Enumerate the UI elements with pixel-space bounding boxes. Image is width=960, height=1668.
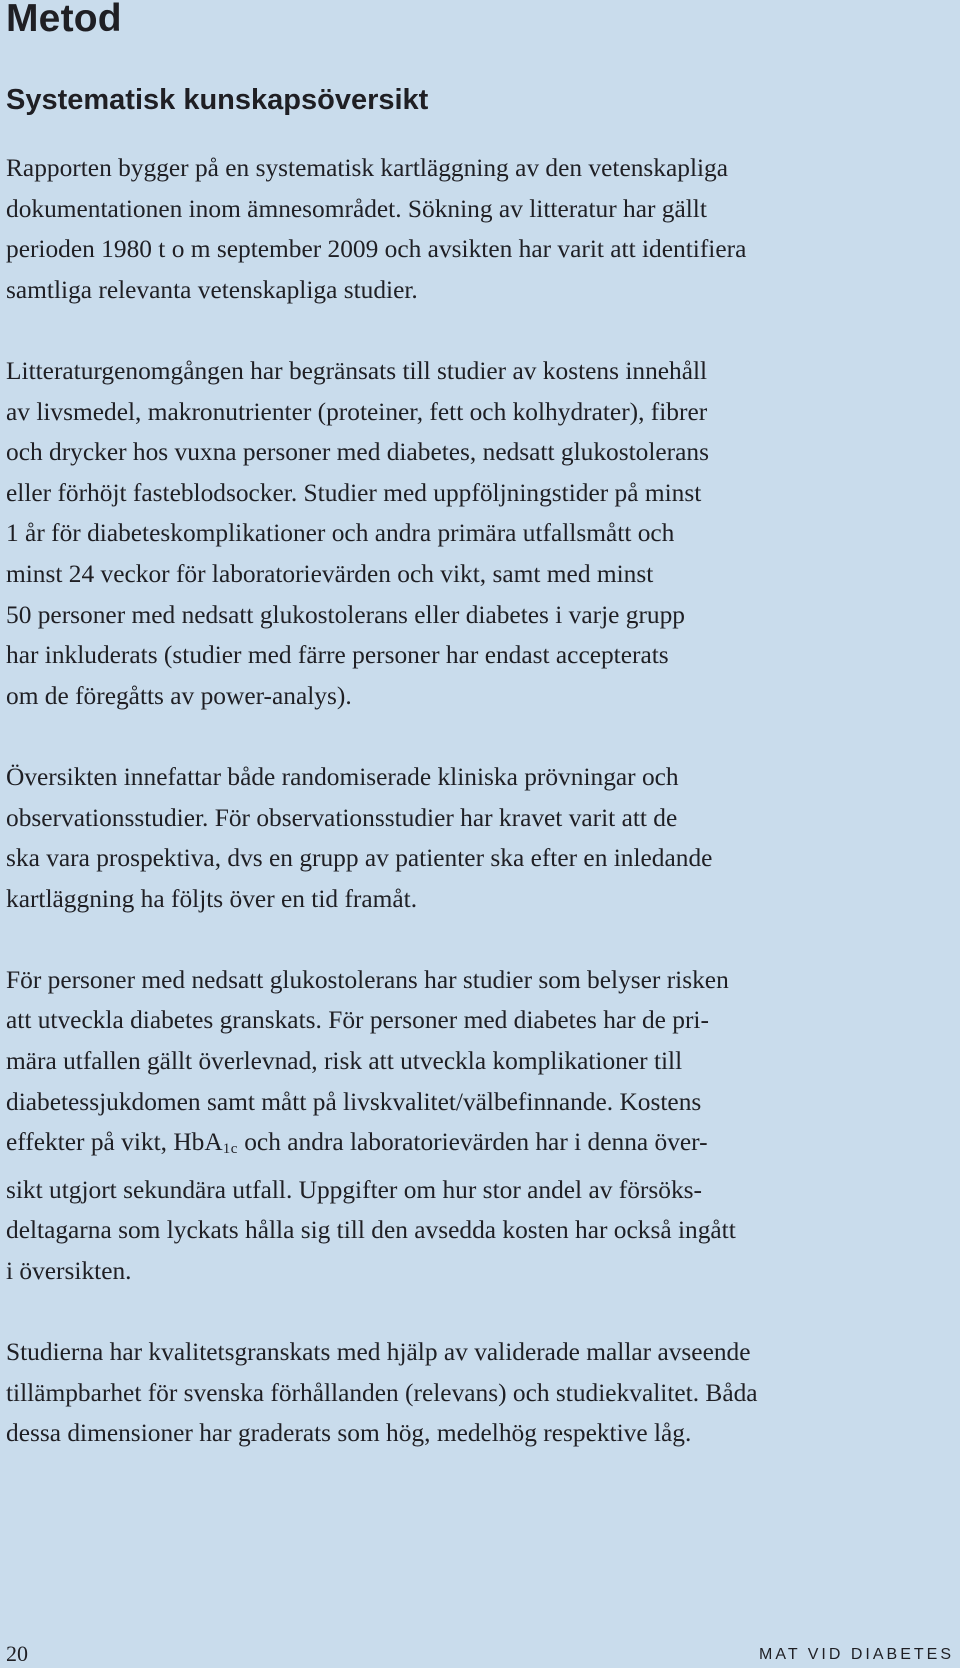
text-line: deltagarna som lyckats hålla sig till den avsedda kosten har också ingått — [6, 1216, 736, 1245]
text-line: samtliga relevanta vetenskapliga studier. — [6, 275, 418, 304]
text-line: Rapporten bygger på en systematisk kartläggning av den vetenskapliga — [6, 154, 729, 182]
section-title: Metod — [6, 0, 122, 40]
hba1c-after-text: och andra laboratorievärden har i denna över- — [237, 1128, 708, 1157]
text-line: Litteraturgenomgången har begränsats till studier av kostens innehåll — [6, 356, 708, 385]
hba1c-before-text: effekter på vikt, HbA — [6, 1128, 223, 1157]
text-line: ska vara prospektiva, dvs en grupp av patienter ska efter en inledande — [6, 844, 713, 873]
paragraph-outcomes — [6, 960, 956, 1292]
text-line: dokumentationen inom ämnesområdet. Sökning av litteratur har gällt — [6, 194, 707, 223]
text-line: att utveckla diabetes granskats. För personer med diabetes har de pri- — [6, 1006, 709, 1035]
text-line: sikt utgjort sekundära utfall. Uppgifter om hur stor andel av försöks- — [6, 1175, 702, 1204]
text-line: 1 år för diabeteskomplikationer och andra primära utfallsmått och — [6, 519, 675, 548]
text-line: har inkluderats (studier med färre personer har endast accepterats — [6, 641, 669, 670]
subsection-title: Systematisk kunskapsöversikt — [6, 84, 429, 116]
paragraph-study-types — [6, 757, 956, 919]
text-line: tillämpbarhet för svenska förhållanden (relevans) och studiekvalitet. Båda — [6, 1378, 758, 1407]
text-line: mära utfallen gällt överlevnad, risk att utveckla komplikationer till — [6, 1047, 683, 1076]
paragraph-inclusion-criteria — [6, 351, 956, 716]
text-line: om de föregåtts av power-analys). — [6, 681, 352, 710]
text-line: dessa dimensioner har graderats som hög, medelhög respektive låg. — [6, 1419, 692, 1448]
hba1c-text-line — [6, 1122, 956, 1170]
page-number: 20 — [6, 1641, 28, 1666]
text-line: och drycker hos vuxna personer med diabetes, nedsatt glukostolerans — [6, 438, 709, 467]
text-line: 50 personer med nedsatt glukostolerans eller diabetes i varje grupp — [6, 600, 685, 629]
text-line: Översikten innefattar både randomiserade kliniska prövningar och — [6, 762, 679, 791]
hba1c-subscript: 1c — [222, 1141, 238, 1158]
body-text — [6, 148, 956, 1495]
text-line: För personer med nedsatt glukostolerans har studier som belyser risken — [6, 965, 729, 994]
text-line: eller förhöjt fasteblodsocker. Studier med uppföljningstider på minst — [6, 478, 702, 507]
paragraph-search-scope — [6, 148, 956, 310]
text-line: observationsstudier. För observationsstudier har kravet varit att de — [6, 803, 678, 832]
text-line: Studierna har kvalitetsgranskats med hjälp av validerade mallar avseende — [6, 1338, 751, 1367]
text-line: kartläggning ha följts över en tid framåt. — [6, 884, 418, 913]
text-line: i översikten. — [6, 1257, 132, 1286]
text-line: av livsmedel, makronutrienter (proteiner, fett och kolhydrater), fibrer — [6, 397, 708, 426]
text-line: diabetessjukdomen samt mått på livskvalitet/välbefinnande. Kostens — [6, 1087, 702, 1116]
text-line: perioden 1980 t o m september 2009 och avsikten har varit att identifiera — [6, 235, 747, 264]
publication-title: MAT VID DIABETES — [759, 1646, 954, 1663]
paragraph-quality-assessment — [6, 1332, 956, 1454]
text-line: minst 24 veckor för laboratorievärden och vikt, samt med minst — [6, 559, 654, 588]
